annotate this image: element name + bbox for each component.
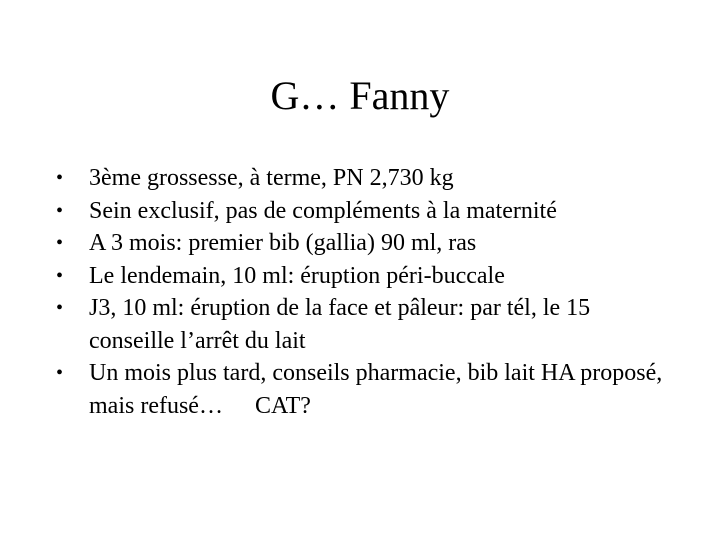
bullet-item [56,292,676,357]
bullet-icon: • [56,297,64,319]
bullet-icon: • [56,362,64,384]
bullet-text-end: CAT? [254,392,311,419]
bullet-list [56,162,676,422]
bullet-text: Un mois plus tard, conseils pharmacie, bib lait HA proposé, mais refusé… [89,360,663,419]
bullet-icon: • [56,232,64,254]
bullet-item [56,195,676,228]
bullet-item [56,357,676,422]
bullet-text: A 3 mois: premier bib (gallia) 90 ml, ras [89,230,477,256]
bullet-icon: • [56,199,64,222]
bullet-item [56,260,676,293]
bullet-text: 3ème grossesse, à terme, PN 2,730 kg [89,165,454,191]
bullet-item [56,227,676,260]
bullet-icon: • [56,264,64,287]
bullet-item [56,162,676,195]
bullet-text: Sein exclusif, pas de compléments à la maternité [89,197,557,224]
bullet-text: J3, 10 ml: éruption de la face et pâleur: par tél, le 15 conseille l’arrêt du lait [89,295,591,354]
bullet-text: Le lendemain, 10 ml: éruption péri-buccale [89,262,505,289]
bullet-icon: • [56,167,64,189]
slide-title: G… Fanny [270,73,450,118]
